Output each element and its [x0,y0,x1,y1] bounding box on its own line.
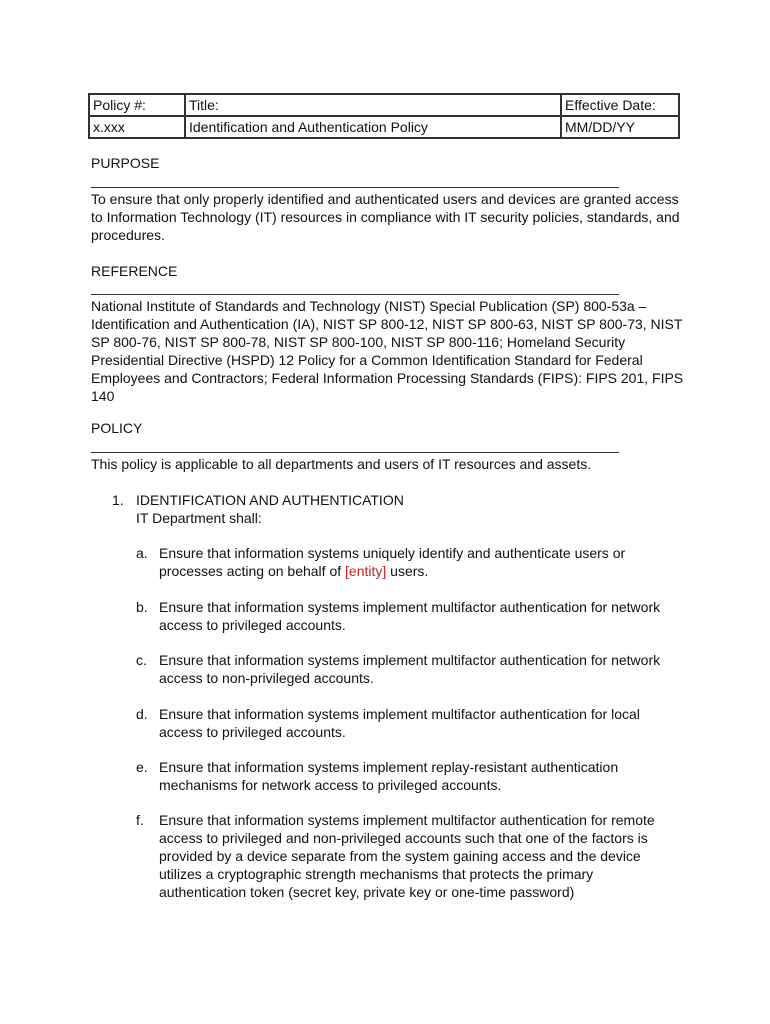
policy-number-value: x.xxx [89,116,185,138]
item-letter: f. [136,812,144,828]
purpose-heading: PURPOSE [91,155,160,171]
header-row-values [89,116,679,138]
purpose-text: To ensure that only properly identified and authenticated users and devices are granted access to Information Technology (IT) resources in compliance with IT security policies, standards, and procedures. [91,191,680,243]
item-letter: e. [136,759,148,775]
reference-text: National Institute of Standards and Technology (NIST) Special Publication (SP) 800-53a – Identification and Authentication (IA), NIST SP 800-12, NIST SP 800-63, NIST SP 800-73, NIST SP 800-76, NIST SP 800-78, NIST SP 800-100, NIST SP 800-116; Homeland Security Presidential Directive (HSPD) 12 Policy for a Common Identification Standard for Federal Employees and Contractors; Federal Information Processing Standards (FIPS): FIPS 201, FIPS 140 [91,298,684,404]
policy-number-label: Policy #: [89,94,185,116]
reference-divider [91,294,619,295]
reference-heading: REFERENCE [91,263,178,279]
item-letter: c. [136,652,147,668]
header-row-labels [89,94,679,116]
list-item: Ensure that information systems implement multifactor authentication for network access to privileged accounts. [159,599,661,633]
item-letter: a. [136,545,148,561]
list-item [159,544,679,580]
policy-header-table [88,93,680,139]
section-number: 1. [112,492,124,508]
purpose-divider [91,187,619,188]
section-subtitle: IT Department shall: [136,510,262,526]
effective-date-label: Effective Date: [561,94,679,116]
effective-date-value: MM/DD/YY [561,116,679,138]
title-value: Identification and Authentication Policy [185,116,561,138]
item-letter: b. [136,599,148,615]
list-item: Ensure that information systems implement multifactor authentication for network access to non-privileged accounts. [159,652,661,686]
item-text-part: Ensure that information systems uniquely identify and authenticate users or processes acting on behalf of [159,545,626,579]
policy-heading: POLICY [91,420,143,436]
policy-text: This policy is applicable to all departments and users of IT resources and assets. [91,456,592,472]
item-letter: d. [136,706,148,722]
list-item: Ensure that information systems implement multifactor authentication for remote access to privileged and non-privileged accounts such that one of the factors is provided by a device separate from the system gaining access and the device utilizes a cryptographic strength mechanisms that protects the primary authentication token (secret key, private key or one-time password) [159,812,655,900]
title-label: Title: [185,94,561,116]
entity-placeholder: [entity] [345,563,387,579]
policy-divider [91,452,619,453]
item-text-part: users. [386,563,429,579]
section-title: IDENTIFICATION AND AUTHENTICATION [136,492,404,508]
list-item: Ensure that information systems implement replay-resistant authentication mechanisms for network access to privileged accounts. [159,759,619,793]
list-item: Ensure that information systems implement multifactor authentication for local access to privileged accounts. [159,706,640,740]
